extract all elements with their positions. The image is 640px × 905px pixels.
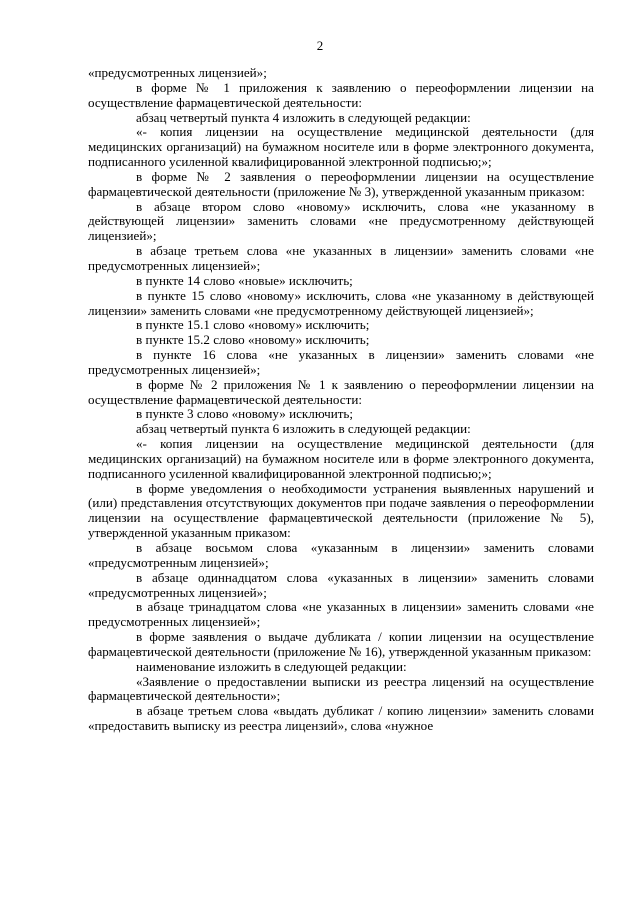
paragraph: в абзаце третьем слова «выдать дубликат / копию лицензии» заменить словами «предоставить выписку из реестра лицензий», слова «нужное [88, 703, 594, 734]
paragraph: в пункте 15 слово «новому» исключить, слова «не указанному в действующей лицензии» заменить словами «не предусмотренному действующей лицензией»; [88, 287, 594, 318]
paragraph: «- копия лицензии на осуществление медицинской деятельности (для медицинских организаций) на бумажном носителе или в форме электронного документа, подписанного усиленной квалифицированной электронной подписью;»; [88, 436, 594, 481]
paragraph: наименование изложить в следующей редакции: [136, 658, 407, 674]
paragraph: «Заявление о предоставлении выписки из реестра лицензий на осуществление фармацевтической деятельности»; [88, 673, 594, 704]
paragraph: в пункте 14 слово «новые» исключить; [136, 272, 353, 288]
paragraph: в пункте 16 слова «не указанных в лицензии» заменить словами «не предусмотренных лицензией»; [88, 347, 594, 377]
page-number: 2 [316, 38, 324, 53]
document-body [88, 66, 594, 734]
paragraph: абзац четвертый пункта 6 изложить в следующей редакции: [136, 421, 471, 437]
paragraph: в абзаце восьмом слова «указанным в лицензии» заменить словами «предусмотренным лицензией»; [88, 540, 594, 570]
paragraph: в форме уведомления о необходимости устранения выявленных нарушений и (или) представления отсутствующих документов при подаче заявления о переоформлении лицензии на осуществление фармацевтической деятельности (приложение № 5), утвержденной указанным приказом: [88, 480, 594, 541]
paragraph: в абзаце тринадцатом слова «не указанных в лицензии» заменить словами «не предусмотренных лицензией»; [88, 599, 594, 630]
paragraph: в абзаце третьем слова «не указанных в лицензии» заменить словами «не предусмотренных лицензией»; [88, 243, 594, 273]
paragraph: в форме заявления о выдаче дубликата / копии лицензии на осуществление фармацевтической деятельности (приложение № 16), утвержденной указанным приказом: [88, 629, 594, 659]
paragraph: абзац четвертый пункта 4 изложить в следующей редакции: [136, 109, 471, 125]
paragraph: в абзаце одиннадцатом слова «указанных в лицензии» заменить словами «предусмотренных лицензией»; [88, 569, 594, 600]
paragraph: «- копия лицензии на осуществление медицинской деятельности (для медицинских организаций) на бумажном носителе или в форме электронного документа, подписанного усиленной квалифицированной электронной подписью;»; [88, 124, 594, 170]
paragraph: в пункте 15.2 слово «новому» исключить; [136, 332, 370, 348]
paragraph: «предусмотренных лицензией»; [88, 65, 267, 80]
paragraph: в пункте 15.1 слово «новому» исключить; [136, 317, 370, 333]
paragraph: в форме № 1 приложения к заявлению о переоформлении лицензии на осуществление фармацевтической деятельности: [88, 79, 594, 110]
paragraph: в форме № 2 заявления о переоформлении лицензии на осуществление фармацевтической деятельности (приложение № 3), утвержденной указанным приказом: [88, 168, 594, 199]
paragraph: в пункте 3 слово «новому» исключить; [136, 406, 354, 422]
paragraph: в абзаце втором слово «новому» исключить, слова «не указанному в действующей лицензии» заменить словами «не предусмотренному действующей лицензией»; [88, 198, 594, 244]
paragraph: в форме № 2 приложения № 1 к заявлению о переоформлении лицензии на осуществление фармацевтической деятельности: [88, 376, 594, 407]
